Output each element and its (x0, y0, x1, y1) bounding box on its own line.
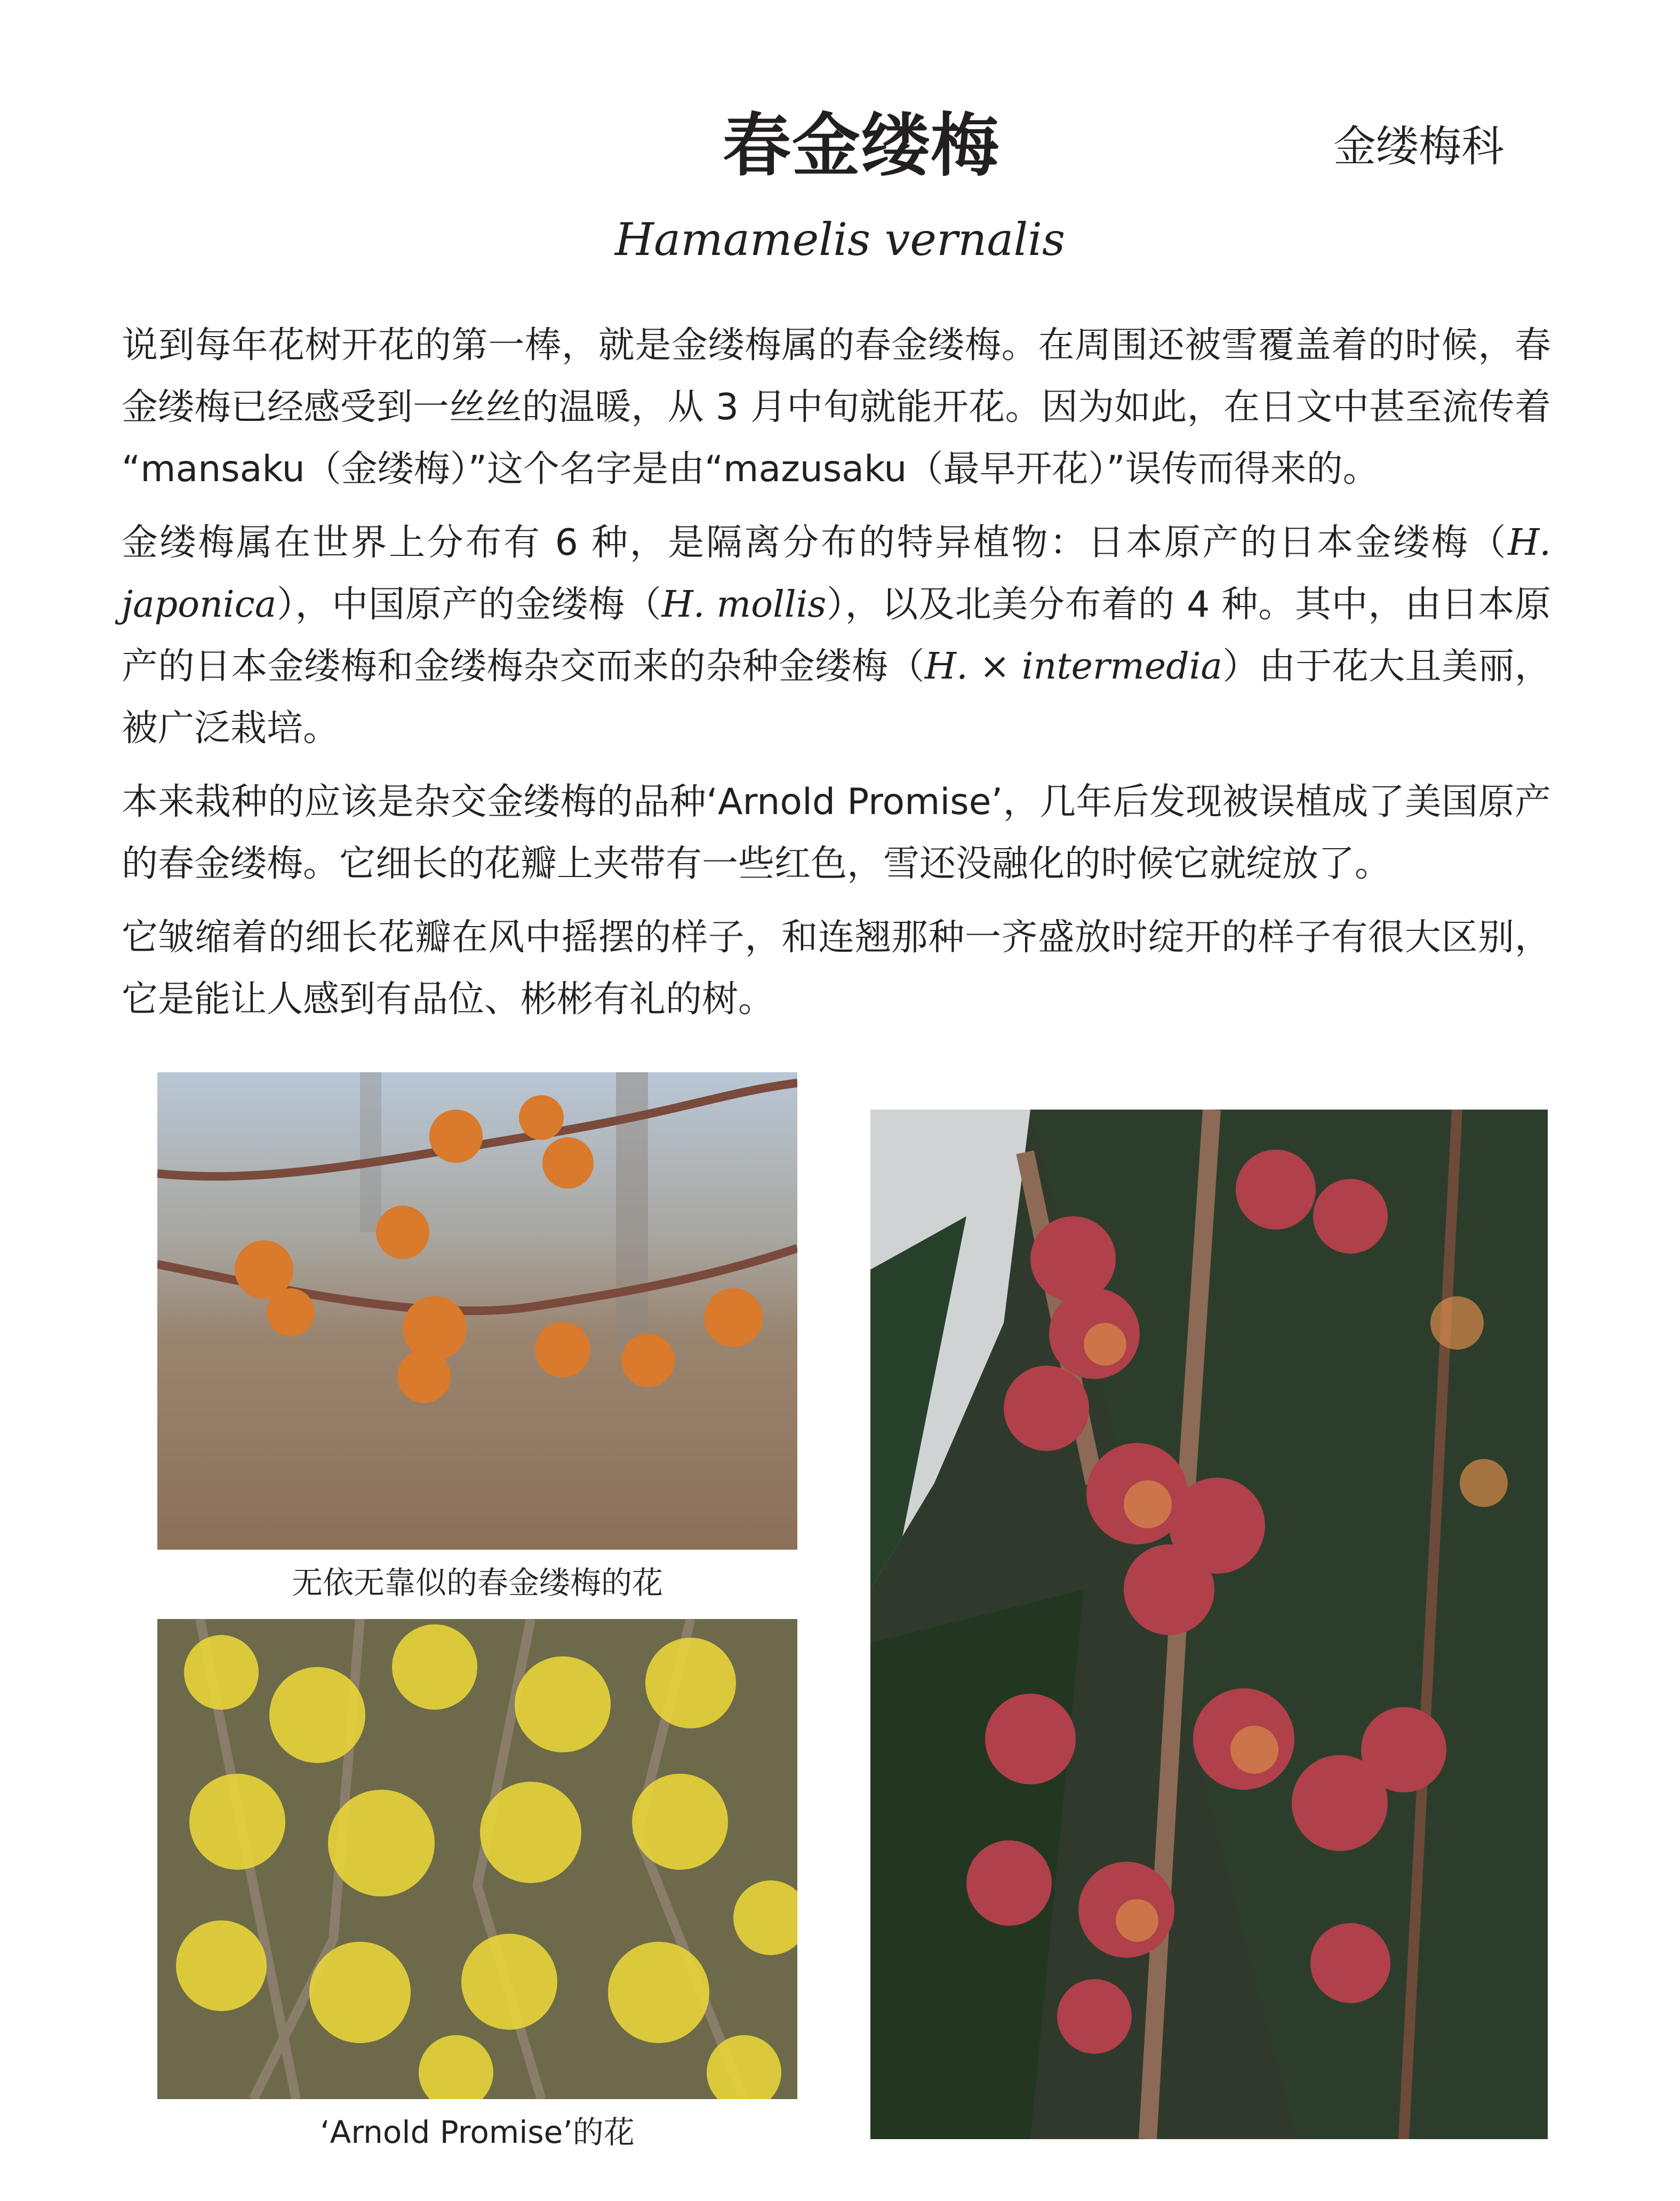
p2-species-intermedia: H. × intermedia (924, 645, 1222, 688)
caption-2: ‘Arnold Promise’的花 (320, 2114, 635, 2150)
photo-red-flowers (870, 1110, 1548, 2139)
paragraph-1: 说到每年花树开花的第一棒，就是金缕梅属的春金缕梅。在周围还被雪覆盖着的时候，春金缕梅已经感受到一丝丝的温暖，从 3 月中旬就能开花。因为如此，在日文中甚至流传着 “mansaku（金缕梅）”这个名字是由“mazusaku（最早开花）”误传而得来的。 (122, 324, 1551, 490)
family-name: 金缕梅科 (1333, 122, 1504, 171)
paragraph-4: 它皱缩着的细长花瓣在风中摇摆的样子，和连翘那种一齐盛放时绽开的样子有很大区别，它是能让人感到有品位、彬彬有礼的树。 (122, 916, 1551, 1020)
p2-text-a: 金缕梅属在世界上分布有 6 种，是隔离分布的特异植物：日本原产的日本金缕梅（ (122, 522, 1508, 564)
paragraph-3: 本来栽种的应该是杂交金缕梅的品种‘Arnold Promise’，几年后发现被误植成了美国原产的春金缕梅。它细长的花瓣上夹带有一些红色，雪还没融化的时候它就绽放了。 (122, 781, 1551, 885)
p2-species-japonica: H. japonica (122, 522, 1551, 626)
latin-name: Hamamelis vernalis (614, 213, 1066, 266)
photo-orange-flowers (157, 1072, 797, 1550)
p2-species-mollis: H. mollis (661, 584, 827, 626)
p2-text-c: ），中国原产的金缕梅（ (276, 584, 662, 626)
page-title: 春金缕梅 (723, 106, 1001, 186)
body-text (122, 315, 1551, 1042)
photo-yellow-flowers (157, 1619, 797, 2099)
p2-text-g: ）由于花大且美丽，被广泛栽培。 (122, 645, 1551, 749)
paragraph-2 (122, 512, 1551, 760)
caption-1: 无依无靠似的春金缕梅的花 (291, 1565, 663, 1601)
p2-text-e: ），以及北美分布着的 4 种。其中，由日本原产的日本金缕梅和金缕梅杂交而来的杂种金缕梅（ (122, 584, 1551, 688)
